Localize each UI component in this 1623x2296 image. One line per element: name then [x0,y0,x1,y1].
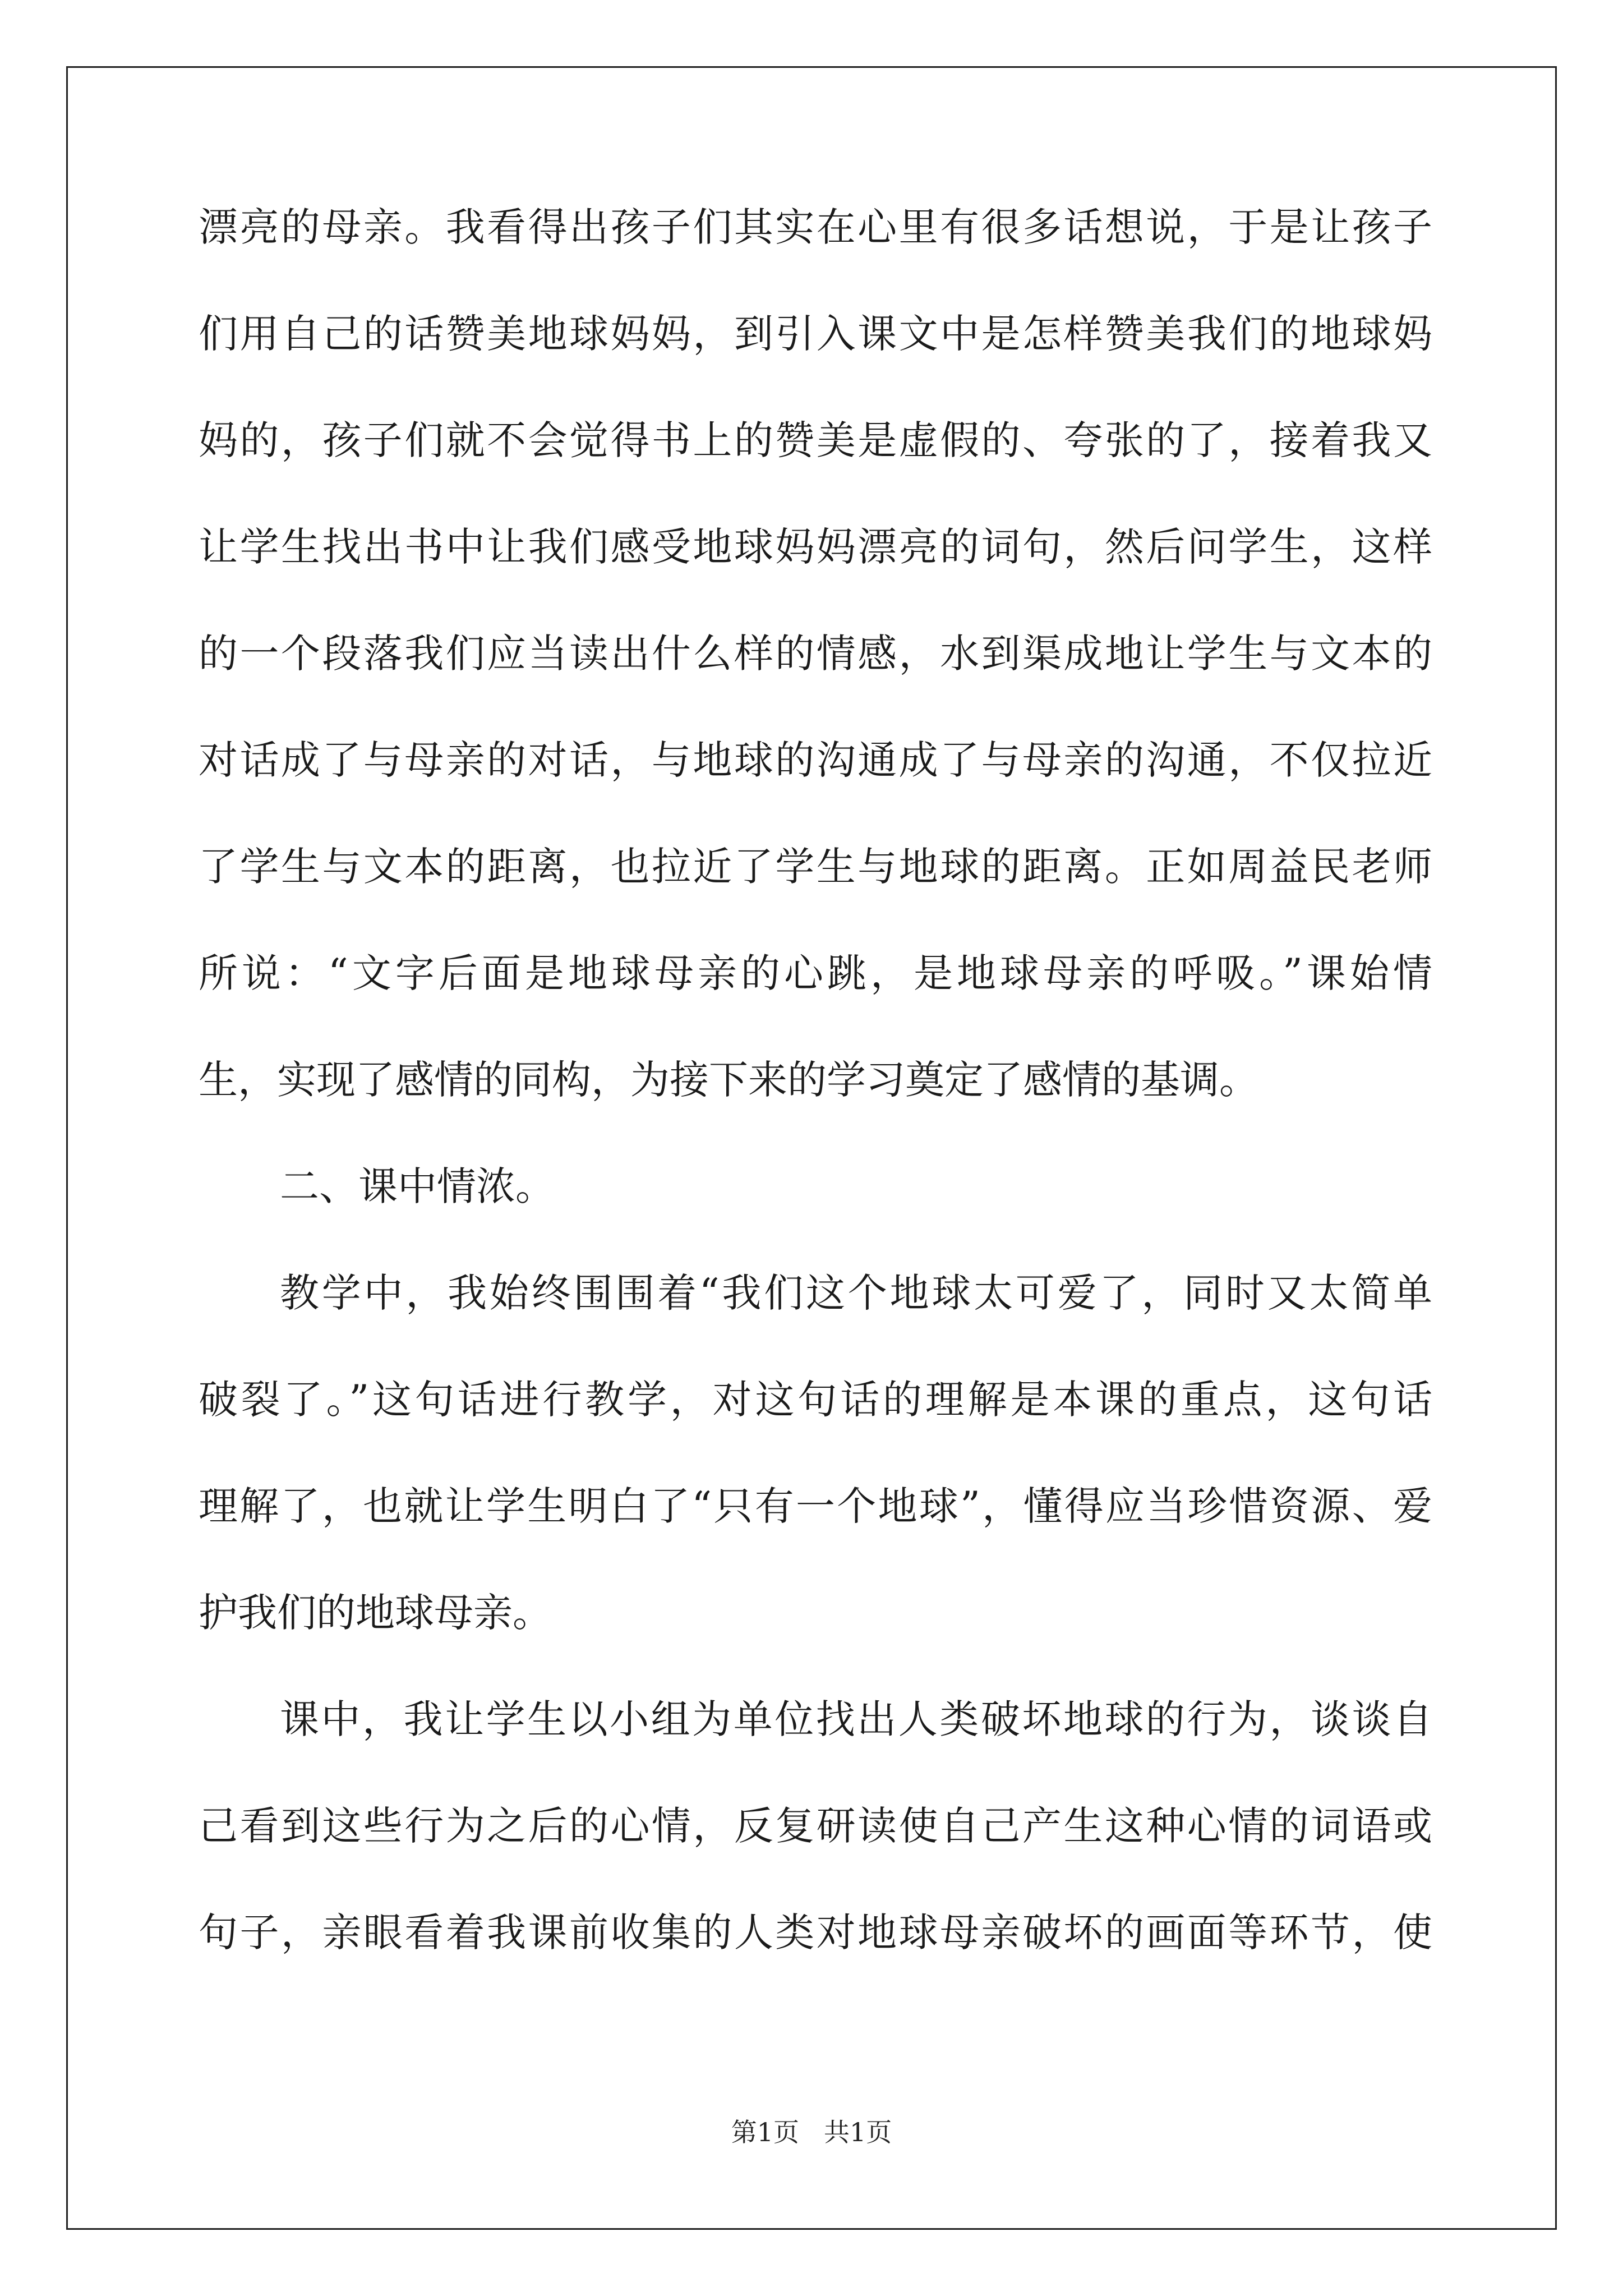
text-line: 教学中，我始终围围着“我们这个地球太可爱了，同时又太简单 [280,1270,1432,1316]
text-line: 们用自己的话赞美地球妈妈，到引入课文中是怎样赞美我们的地球妈 [199,311,1432,357]
text-line: 所说：“文字后面是地球母亲的心跳，是地球母亲的呼吸。”课始情 [199,950,1432,996]
text-line: 己看到这些行为之后的心情，反复研读使自己产生这种心情的词语或 [199,1803,1432,1849]
text-line: 句子，亲眼看着我课前收集的人类对地球母亲破坏的画面等环节，使 [199,1910,1432,1955]
text-line: 的一个段落我们应当读出什么样的情感，水到渠成地让学生与文本的 [199,631,1432,677]
text-line: 护我们的地球母亲。 [199,1590,552,1636]
page-total: 共1页 [824,2117,892,2147]
text-line: 漂亮的母亲。我看得出孩子们其实在心里有很多话想说，于是让孩子 [199,204,1432,250]
document-body [199,204,1432,2019]
page-number: 第1页 [731,2117,799,2147]
text-line: 妈的，孩子们就不会觉得书上的赞美是虚假的、夸张的了，接着我又 [199,417,1432,463]
text-line: 了学生与文本的距离，也拉近了学生与地球的距离。正如周益民老师 [199,844,1432,890]
text-line: 生，实现了感情的同构，为接下来的学习奠定了感情的基调。 [199,1057,1258,1103]
text-line: 理解了，也就让学生明白了“只有一个地球”，懂得应当珍惜资源、爱 [199,1483,1432,1529]
text-line: 让学生找出书中让我们感受地球妈妈漂亮的词句，然后问学生，这样 [199,524,1432,570]
section-heading: 二、课中情浓。 [280,1163,555,1209]
text-line: 对话成了与母亲的对话，与地球的沟通成了与母亲的沟通，不仅拉近 [199,737,1432,783]
text-line: 破裂了。”这句话进行教学，对这句话的理解是本课的重点，这句话 [199,1377,1432,1423]
page-footer [0,2112,1623,2149]
text-line: 课中，我让学生以小组为单位找出人类破坏地球的行为，谈谈自 [280,1696,1432,1742]
